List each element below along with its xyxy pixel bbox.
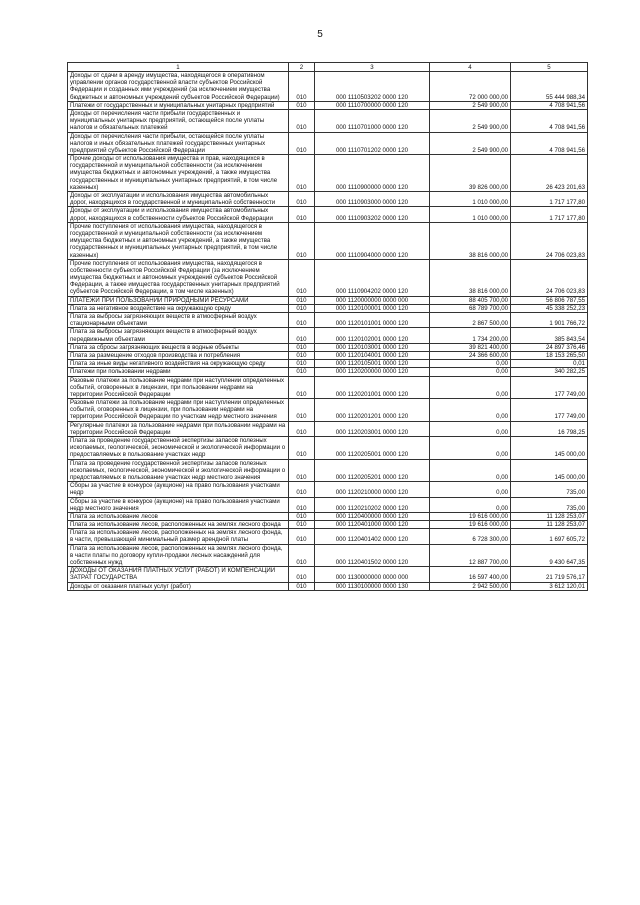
row-budget-code-cell: 000 1120400000 0000 120 [315,512,430,520]
row-line-code-cell: 010 [289,482,315,497]
row-budget-code-cell: 000 1120201001 0000 120 [315,376,430,399]
row-plan-cell: 12 887 700,00 [430,544,511,567]
row-name-cell: Плата за выбросы загрязняющих веществ в атмосферный воздух передвижными объектами [68,328,289,343]
row-name-cell: Плата за проведение государственной экспертизы запасов полезных ископаемых, геологической, экономической и экологической информации о предоставляемых в пользование участках недр местного значения [68,459,289,482]
row-plan-cell: 0,00 [430,459,511,482]
row-actual-cell: 11 128 253,07 [511,521,588,529]
row-name-cell: Плата за использование лесов, расположенных на землях лесного фонда [68,521,289,529]
row-plan-cell: 0,00 [430,482,511,497]
row-line-code-cell: 010 [289,529,315,544]
table-row [68,482,588,497]
table-row [68,72,588,102]
row-budget-code-cell: 000 1110904202 0000 120 [315,259,430,296]
row-actual-cell: 24 706 023,83 [511,222,588,259]
row-plan-cell: 0,00 [430,437,511,460]
row-plan-cell: 38 816 000,00 [430,222,511,259]
row-name-cell: Платежи от государственных и муниципальных унитарных предприятий [68,101,289,109]
row-name-cell: Доходы от эксплуатации и использования имущества автомобильных дорог, находящихся в собственности субъектов Российской Федерации [68,207,289,222]
row-name-cell: Платежи при пользовании недрами [68,368,289,376]
table-row [68,313,588,328]
header-cell: 5 [511,63,588,72]
row-budget-code-cell: 000 1130000000 0000 000 [315,567,430,582]
row-budget-code-cell: 000 1120101001 0000 120 [315,313,430,328]
row-name-cell: Доходы от перечисления части прибыли, остающейся после уплаты налогов и иных обязательных платежей государственных унитарных предприятий субъектов Российской Федерации [68,132,289,155]
table-row [68,259,588,296]
row-actual-cell: 1 697 605,72 [511,529,588,544]
table-row [68,222,588,259]
row-budget-code-cell: 000 1120200000 0000 120 [315,368,430,376]
row-plan-cell: 2 942 500,00 [430,582,511,590]
table-row [68,155,588,192]
row-line-code-cell: 010 [289,421,315,436]
table-row [68,328,588,343]
row-budget-code-cell: 000 1120210000 0000 120 [315,482,430,497]
table-row [68,101,588,109]
row-budget-code-cell: 000 1120104001 0000 120 [315,351,430,359]
table-row [68,296,588,304]
row-line-code-cell: 010 [289,328,315,343]
row-line-code-cell: 010 [289,459,315,482]
row-name-cell: Плата за негативное воздействие на окружающую среду [68,304,289,312]
row-line-code-cell: 010 [289,72,315,102]
row-line-code-cell: 010 [289,304,315,312]
row-name-cell: Регулярные платежи за пользование недрами при пользовании недрами на территории Российской Федерации [68,421,289,436]
row-actual-cell: 4 708 941,56 [511,109,588,132]
table-row [68,421,588,436]
row-plan-cell: 2 549 900,00 [430,132,511,155]
table-row [68,376,588,399]
row-budget-code-cell: 000 1110503202 0000 120 [315,72,430,102]
table-row [68,368,588,376]
row-actual-cell: 177 749,00 [511,376,588,399]
row-actual-cell: 45 338 252,23 [511,304,588,312]
row-plan-cell: 2 867 500,00 [430,313,511,328]
row-plan-cell: 24 366 600,00 [430,351,511,359]
row-plan-cell: 39 826 000,00 [430,155,511,192]
row-budget-code-cell: 000 1130100000 0000 130 [315,582,430,590]
row-plan-cell: 0,00 [430,376,511,399]
row-budget-code-cell: 000 1120401402 0000 120 [315,529,430,544]
row-plan-cell: 0,00 [430,399,511,422]
row-name-cell: Сборы за участие в конкурсе (аукционе) на право пользования участками недр [68,482,289,497]
table-row [68,351,588,359]
row-budget-code-cell: 000 1120100001 0000 120 [315,304,430,312]
row-line-code-cell: 010 [289,222,315,259]
row-actual-cell: 340 282,25 [511,368,588,376]
row-actual-cell: 9 430 647,35 [511,544,588,567]
row-name-cell: Доходы от эксплуатации и использования имущества автомобильных дорог, находящихся в государственной и муниципальной собственности [68,192,289,207]
row-plan-cell: 19 616 000,00 [430,512,511,520]
row-name-cell: Прочие поступления от использования имущества, находящегося в собственности субъектов Российской Федерации (за исключением имущества бюджетных и автономных учреждений субъектов Российской Федерации, а также имущества государственных унитарных предприятий субъектов Российской Федерации, в том числе казенных) [68,259,289,296]
row-line-code-cell: 010 [289,497,315,512]
row-plan-cell: 2 549 900,00 [430,109,511,132]
row-name-cell: Доходы от оказания платных услуг (работ) [68,582,289,590]
row-plan-cell: 0,00 [430,360,511,368]
row-name-cell: Плата за использование лесов [68,512,289,520]
row-name-cell: Плата за выбросы загрязняющих веществ в атмосферный воздух стационарными объектами [68,313,289,328]
row-plan-cell: 1 010 000,00 [430,192,511,207]
row-line-code-cell: 010 [289,192,315,207]
row-budget-code-cell: 000 1110700000 0000 120 [315,101,430,109]
table-row [68,304,588,312]
row-line-code-cell: 010 [289,544,315,567]
row-line-code-cell: 010 [289,155,315,192]
header-cell: 1 [68,63,289,72]
row-name-cell: Плата за сбросы загрязняющих веществ в водные объекты [68,343,289,351]
row-name-cell: ДОХОДЫ ОТ ОКАЗАНИЯ ПЛАТНЫХ УСЛУГ (РАБОТ) И КОМПЕНСАЦИИ ЗАТРАТ ГОСУДАРСТВА [68,567,289,582]
table-row [68,343,588,351]
row-budget-code-cell: 000 1120401502 0000 120 [315,544,430,567]
row-actual-cell: 16 798,25 [511,421,588,436]
table-row [68,521,588,529]
row-line-code-cell: 010 [289,360,315,368]
row-actual-cell: 56 806 787,55 [511,296,588,304]
row-plan-cell: 19 616 000,00 [430,521,511,529]
table-row [68,567,588,582]
row-line-code-cell: 010 [289,368,315,376]
row-name-cell: Доходы от сдачи в аренду имущества, находящегося в оперативном управлении органов государственной власти субъектов Российской Федерации и созданных ими учреждений (за исключением имущества бюджетных и автономных учреждений субъектов Российской Федерации) [68,72,289,102]
row-actual-cell: 3 612 120,01 [511,582,588,590]
row-budget-code-cell: 000 1110701202 0000 120 [315,132,430,155]
row-plan-cell: 38 816 000,00 [430,259,511,296]
row-name-cell: ПЛАТЕЖИ ПРИ ПОЛЬЗОВАНИИ ПРИРОДНЫМИ РЕСУРСАМИ [68,296,289,304]
header-cell: 3 [315,63,430,72]
row-line-code-cell: 010 [289,582,315,590]
page-number: 5 [317,29,323,40]
row-name-cell: Плата за проведение государственной экспертизы запасов полезных ископаемых, геологической, экономической и экологической информации о предоставляемых в пользование участках недр [68,437,289,460]
row-line-code-cell: 010 [289,343,315,351]
row-actual-cell: 0,01 [511,360,588,368]
row-name-cell: Разовые платежи за пользование недрами при наступлении определенных событий, оговоренных в лицензии, при пользовании недрами на территории Российской Федерации [68,376,289,399]
row-name-cell: Разовые платежи за пользование недрами при наступлении определенных событий, оговоренных в лицензии, при пользовании недрами на территории Российской Федерации по участкам недр местного значения [68,399,289,422]
row-budget-code-cell: 000 1120103001 0000 120 [315,343,430,351]
row-plan-cell: 1 010 000,00 [430,207,511,222]
row-plan-cell: 16 597 400,00 [430,567,511,582]
row-budget-code-cell: 000 1110903202 0000 120 [315,207,430,222]
table-row [68,582,588,590]
header-cell: 2 [289,63,315,72]
table-row [68,132,588,155]
table-row [68,109,588,132]
row-line-code-cell: 010 [289,437,315,460]
row-line-code-cell: 010 [289,207,315,222]
row-actual-cell: 735,00 [511,497,588,512]
row-name-cell: Доходы от перечисления части прибыли государственных и муниципальных унитарных предприятий, остающейся после уплаты налогов и обязательных платежей [68,109,289,132]
row-line-code-cell: 010 [289,109,315,132]
row-line-code-cell: 010 [289,512,315,520]
table-body [68,72,588,591]
row-actual-cell: 145 000,00 [511,437,588,460]
table-row [68,497,588,512]
table-row [68,207,588,222]
row-plan-cell: 68 789 700,00 [430,304,511,312]
row-actual-cell: 26 423 201,63 [511,155,588,192]
row-budget-code-cell: 000 1120201201 0000 120 [315,399,430,422]
table-row [68,437,588,460]
table-row [68,512,588,520]
row-budget-code-cell: 000 1120102001 0000 120 [315,328,430,343]
row-actual-cell: 24 897 376,46 [511,343,588,351]
row-line-code-cell: 010 [289,296,315,304]
row-line-code-cell: 010 [289,376,315,399]
table-row [68,459,588,482]
row-budget-code-cell: 000 1120210202 0000 120 [315,497,430,512]
row-actual-cell: 735,00 [511,482,588,497]
row-name-cell: Сборы за участие в конкурсе (аукционе) на право пользования участками недр местного значения [68,497,289,512]
row-budget-code-cell: 000 1120205201 0000 120 [315,459,430,482]
row-line-code-cell: 010 [289,567,315,582]
table-row [68,192,588,207]
row-actual-cell: 18 153 265,50 [511,351,588,359]
row-actual-cell: 4 708 941,56 [511,101,588,109]
row-actual-cell: 21 719 576,17 [511,567,588,582]
row-budget-code-cell: 000 1120205001 0000 120 [315,437,430,460]
row-actual-cell: 145 000,00 [511,459,588,482]
row-actual-cell: 55 444 988,34 [511,72,588,102]
row-plan-cell: 2 549 900,00 [430,101,511,109]
row-line-code-cell: 010 [289,132,315,155]
table-row [68,399,588,422]
row-actual-cell: 1 717 177,80 [511,192,588,207]
row-actual-cell: 385 843,54 [511,328,588,343]
row-actual-cell: 24 706 023,83 [511,259,588,296]
row-budget-code-cell: 000 1120401000 0000 120 [315,521,430,529]
row-name-cell: Плата за иные виды негативного воздействия на окружающую среду [68,360,289,368]
row-actual-cell: 1 717 177,80 [511,207,588,222]
row-plan-cell: 0,00 [430,368,511,376]
row-name-cell: Плата за размещение отходов производства и потребления [68,351,289,359]
row-plan-cell: 0,00 [430,497,511,512]
row-budget-code-cell: 000 1110701000 0000 120 [315,109,430,132]
row-plan-cell: 1 734 200,00 [430,328,511,343]
row-actual-cell: 11 128 253,07 [511,512,588,520]
table-row [68,360,588,368]
row-name-cell: Прочие доходы от использования имущества и прав, находящихся в государственной и муниципальной собственности (за исключением имущества бюджетных и автономных учреждений, а также имущества государственных и муниципальных унитарных предприятий, в том числе казенных) [68,155,289,192]
row-name-cell: Прочие поступления от использования имущества, находящегося в государственной и муниципальной собственности (за исключением имущества бюджетных и автономных учреждений, а также имущества государственных и муниципальных унитарных предприятий, в том числе казенных) [68,222,289,259]
row-line-code-cell: 010 [289,399,315,422]
row-line-code-cell: 010 [289,351,315,359]
row-line-code-cell: 010 [289,259,315,296]
income-table [67,62,588,591]
row-budget-code-cell: 000 1120203001 0000 120 [315,421,430,436]
row-budget-code-cell: 000 1110903000 0000 120 [315,192,430,207]
row-budget-code-cell: 000 1120105001 0000 120 [315,360,430,368]
row-budget-code-cell: 000 1110904000 0000 120 [315,222,430,259]
row-plan-cell: 6 728 300,00 [430,529,511,544]
row-actual-cell: 1 901 766,72 [511,313,588,328]
row-name-cell: Плата за использование лесов, расположенных на землях лесного фонда, в части платы по договору купли-продажи лесных насаждений для собственных нужд [68,544,289,567]
row-actual-cell: 4 708 941,56 [511,132,588,155]
row-plan-cell: 0,00 [430,421,511,436]
row-line-code-cell: 010 [289,313,315,328]
row-budget-code-cell: 000 1120000000 0000 000 [315,296,430,304]
row-name-cell: Плата за использование лесов, расположенных на землях лесного фонда, в части, превышающей минимальный размер арендной платы [68,529,289,544]
header-row [68,63,588,72]
row-plan-cell: 88 405 700,00 [430,296,511,304]
row-budget-code-cell: 000 1110900000 0000 120 [315,155,430,192]
row-plan-cell: 72 000 000,00 [430,72,511,102]
row-line-code-cell: 010 [289,101,315,109]
row-line-code-cell: 010 [289,521,315,529]
table-row [68,529,588,544]
table-row [68,544,588,567]
row-plan-cell: 39 821 400,00 [430,343,511,351]
header-cell: 4 [430,63,511,72]
row-actual-cell: 177 749,00 [511,399,588,422]
